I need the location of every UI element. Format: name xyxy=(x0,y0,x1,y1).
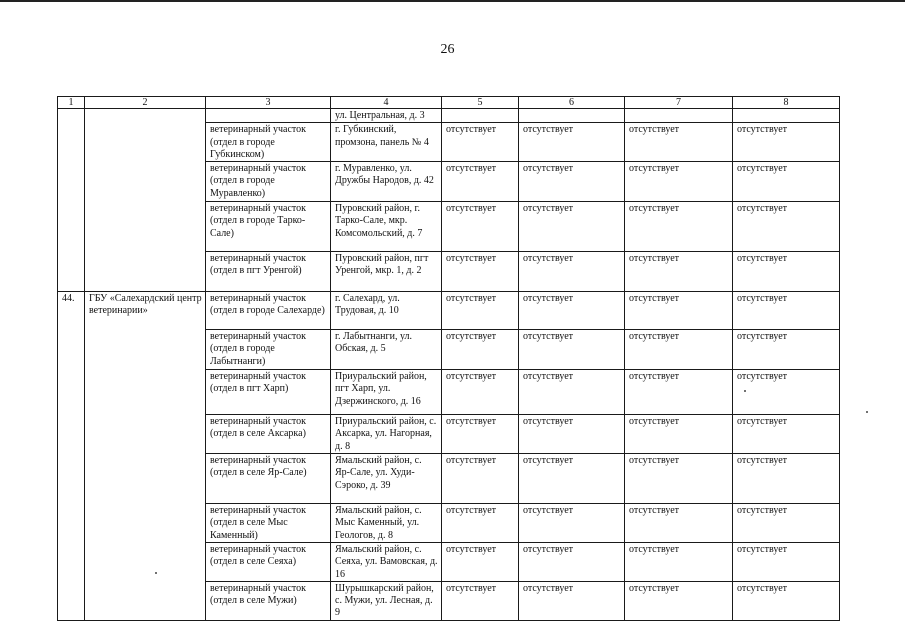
scan-speck xyxy=(866,411,868,413)
address-cell: г. Губкинский, промзона, панель № 4 xyxy=(331,123,442,162)
status-cell: отсутствует xyxy=(442,415,519,454)
unit-cell: ветеринарный участок (отдел в городе Муравленко) xyxy=(206,162,331,202)
table-body xyxy=(58,109,840,621)
unit-cell: ветеринарный участок (отдел в пгт Уренгой) xyxy=(206,252,331,292)
column-header: 8 xyxy=(733,97,840,109)
status-cell: отсутствует xyxy=(625,202,733,252)
unit-cell: ветеринарный участок (отдел в селе Мыс Каменный) xyxy=(206,504,331,543)
address-cell: ул. Центральная, д. 3 xyxy=(331,109,442,123)
address-cell: г. Лабытнанги, ул. Обская, д. 5 xyxy=(331,330,442,370)
status-cell: отсутствует xyxy=(733,581,840,620)
status-cell: отсутствует xyxy=(625,292,733,330)
status-cell: отсутствует xyxy=(625,504,733,543)
address-cell: г. Салехард, ул. Трудовая, д. 10 xyxy=(331,292,442,330)
status-cell: отсутствует xyxy=(519,330,625,370)
status-cell xyxy=(519,109,625,123)
status-cell: отсутствует xyxy=(625,542,733,581)
unit-cell: ветеринарный участок (отдел в городе Губкинском) xyxy=(206,123,331,162)
unit-cell: ветеринарный участок (отдел в городе Лабытнанги) xyxy=(206,330,331,370)
column-header: 2 xyxy=(85,97,206,109)
status-cell: отсутствует xyxy=(519,454,625,504)
status-cell: отсутствует xyxy=(519,202,625,252)
status-cell: отсутствует xyxy=(519,123,625,162)
status-cell: отсутствует xyxy=(442,292,519,330)
status-cell: отсутствует xyxy=(733,162,840,202)
address-cell: Пуровский район, пгт Уренгой, мкр. 1, д. 2 xyxy=(331,252,442,292)
page-top-rule xyxy=(0,0,905,2)
status-cell: отсутствует xyxy=(442,330,519,370)
status-cell: отсутствует xyxy=(625,370,733,415)
address-cell: Приуральский район, пгт Харп, ул. Дзержинского, д. 16 xyxy=(331,370,442,415)
status-cell: отсутствует xyxy=(733,252,840,292)
status-cell: отсутствует xyxy=(733,504,840,543)
column-header: 4 xyxy=(331,97,442,109)
status-cell: отсутствует xyxy=(442,123,519,162)
status-cell: отсутствует xyxy=(519,252,625,292)
status-cell: отсутствует xyxy=(519,504,625,543)
table-row xyxy=(58,292,840,330)
row-number-cell xyxy=(58,109,85,292)
status-cell: отсутствует xyxy=(519,542,625,581)
status-cell xyxy=(442,109,519,123)
status-cell: отсутствует xyxy=(733,542,840,581)
unit-cell: ветеринарный участок (отдел в городе Тарко-Сале) xyxy=(206,202,331,252)
table-header-row xyxy=(58,97,840,109)
unit-cell xyxy=(206,109,331,123)
status-cell: отсутствует xyxy=(625,581,733,620)
status-cell: отсутствует xyxy=(519,581,625,620)
table-row xyxy=(58,109,840,123)
status-cell: отсутствует xyxy=(519,370,625,415)
address-cell: Ямальский район, с. Сеяха, ул. Вамовская, д. 16 xyxy=(331,542,442,581)
unit-cell: ветеринарный участок (отдел в селе Аксарка) xyxy=(206,415,331,454)
organization-cell xyxy=(85,109,206,292)
column-header: 6 xyxy=(519,97,625,109)
status-cell: отсутствует xyxy=(442,581,519,620)
unit-cell: ветеринарный участок (отдел в селе Яр-Сале) xyxy=(206,454,331,504)
column-header: 1 xyxy=(58,97,85,109)
status-cell: отсутствует xyxy=(442,370,519,415)
column-header: 5 xyxy=(442,97,519,109)
status-cell: отсутствует xyxy=(733,123,840,162)
unit-cell: ветеринарный участок (отдел в городе Салехарде) xyxy=(206,292,331,330)
address-cell: Ямальский район, с. Яр-Сале, ул. Худи-Сэроко, д. 39 xyxy=(331,454,442,504)
status-cell: отсутствует xyxy=(519,415,625,454)
unit-cell: ветеринарный участок (отдел в пгт Харп) xyxy=(206,370,331,415)
unit-cell: ветеринарный участок (отдел в селе Сеяха) xyxy=(206,542,331,581)
status-cell: отсутствует xyxy=(625,454,733,504)
status-cell: отсутствует xyxy=(519,292,625,330)
status-cell: отсутствует xyxy=(625,123,733,162)
status-cell: отсутствует xyxy=(442,252,519,292)
document-table xyxy=(57,96,840,621)
status-cell: отсутствует xyxy=(625,330,733,370)
status-cell: отсутствует xyxy=(733,202,840,252)
status-cell: отсутствует xyxy=(733,292,840,330)
status-cell: отсутствует xyxy=(733,454,840,504)
status-cell: отсутствует xyxy=(733,415,840,454)
address-cell: г. Муравленко, ул. Дружбы Народов, д. 42 xyxy=(331,162,442,202)
status-cell: отсутствует xyxy=(625,162,733,202)
organization-cell: ГБУ «Салехардский центр ветеринарии» xyxy=(85,292,206,621)
status-cell: отсутствует xyxy=(442,162,519,202)
unit-cell: ветеринарный участок (отдел в селе Мужи) xyxy=(206,581,331,620)
status-cell: отсутствует xyxy=(625,415,733,454)
status-cell: отсутствует xyxy=(442,454,519,504)
column-header: 7 xyxy=(625,97,733,109)
address-cell: Шурышкарский район, с. Мужи, ул. Лесная, д. 9 xyxy=(331,581,442,620)
address-cell: Приуральский район, с. Аксарка, ул. Нагорная, д. 8 xyxy=(331,415,442,454)
scan-speck xyxy=(744,390,746,392)
status-cell: отсутствует xyxy=(733,370,840,415)
status-cell: отсутствует xyxy=(625,252,733,292)
status-cell xyxy=(733,109,840,123)
status-cell: отсутствует xyxy=(442,202,519,252)
scan-speck xyxy=(155,572,157,574)
status-cell: отсутствует xyxy=(733,330,840,370)
row-number-cell: 44. xyxy=(58,292,85,621)
status-cell: отсутствует xyxy=(442,504,519,543)
status-cell: отсутствует xyxy=(442,542,519,581)
status-cell: отсутствует xyxy=(519,162,625,202)
address-cell: Ямальский район, с. Мыс Каменный, ул. Геологов, д. 8 xyxy=(331,504,442,543)
status-cell xyxy=(625,109,733,123)
page-number: 26 xyxy=(440,42,455,57)
column-header: 3 xyxy=(206,97,331,109)
address-cell: Пуровский район, г. Тарко-Сале, мкр. Комсомольский, д. 7 xyxy=(331,202,442,252)
